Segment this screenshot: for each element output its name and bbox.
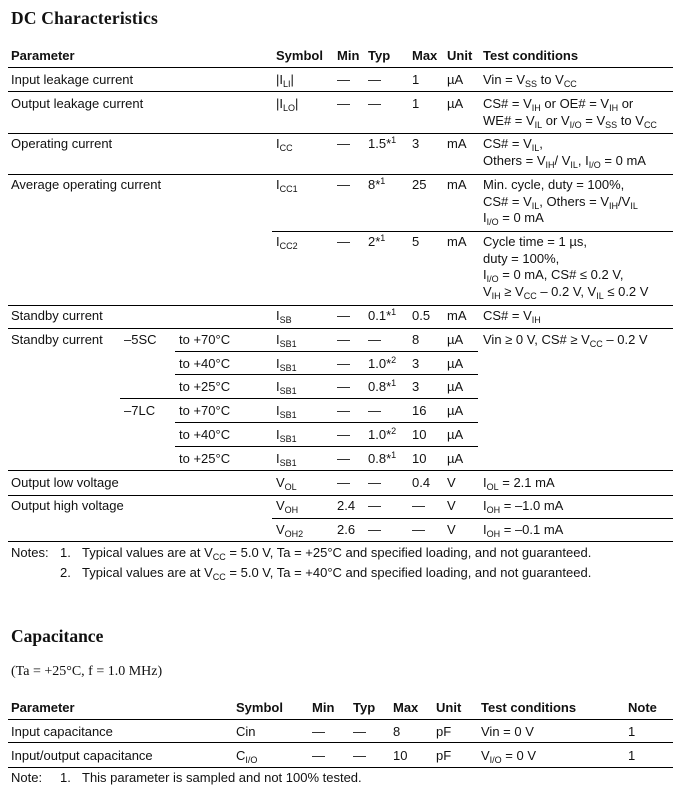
cap-row-test-condition: $V_{I/O} = 0$ V	[481, 748, 537, 765]
cap-row-min: —	[312, 724, 325, 739]
cap-header-min: Min	[312, 700, 335, 715]
row-rule	[8, 91, 673, 92]
standby-symbol: $I_{SB1}$	[276, 450, 297, 468]
row-symbol: $I_{CC1}$	[276, 177, 298, 194]
standby-row-rule	[175, 446, 478, 447]
capacitance-title: Capacitance	[11, 626, 104, 646]
standby-row-rule	[175, 351, 478, 352]
header-parameter: Parameter	[11, 48, 75, 63]
cap-header-symbol: Symbol	[236, 700, 283, 715]
cap-row-rule	[8, 742, 673, 743]
row-max: 1	[412, 72, 420, 87]
standby-parameter: Standby current	[11, 332, 103, 347]
row-test-condition: $I_{OH} = -0.1$ mA	[483, 522, 564, 539]
row-test-condition: $I_{I/O} = 0$ mA, CS# ≤ 0.2 V,	[483, 267, 624, 284]
row-test-condition: CS# = $V_{IL}$,	[483, 136, 543, 153]
row-max: —	[412, 522, 425, 537]
cap-header-max: Max	[393, 700, 419, 715]
row-max: 3	[412, 136, 420, 151]
cap-row-parameter: Input/output capacitance	[11, 748, 153, 763]
row-typ: 1.5*$^1$	[368, 135, 397, 151]
row-typ: 0.1*$^1$	[368, 307, 397, 323]
standby-typ: 0.8*$^1$	[368, 378, 397, 395]
standby-version: –5SC	[124, 332, 157, 347]
row-typ: —	[368, 498, 381, 513]
cap-row-max: 8	[393, 724, 401, 739]
row-unit: µA	[447, 96, 464, 111]
standby-row-rule	[175, 374, 478, 375]
row-min: 2.6	[337, 522, 356, 537]
cap-note-label: Note:	[11, 770, 43, 785]
row-max: 0.5	[412, 308, 431, 323]
row-unit: V	[447, 522, 456, 537]
standby-temperature: to +70°C	[179, 332, 231, 347]
row-unit: mA	[447, 234, 467, 249]
notes-label: Notes:	[11, 545, 49, 560]
cap-header-note: Note	[628, 700, 657, 715]
row-test-condition: $I_{OL} = 2.1$ mA	[483, 475, 555, 492]
cap-header-unit: Unit	[436, 700, 462, 715]
row-test-condition: Cycle time = 1 µs,	[483, 234, 587, 249]
row-parameter: Standby current	[11, 308, 103, 323]
row-max: —	[412, 498, 425, 513]
row-min: —	[337, 177, 350, 192]
standby-min: —	[337, 403, 350, 419]
row-parameter: Input leakage current	[11, 72, 134, 87]
row-symbol: $V_{OH2}$	[276, 522, 304, 539]
row-min: —	[337, 136, 350, 151]
row-unit: mA	[447, 308, 467, 323]
standby-min: —	[337, 450, 350, 466]
row-max: 25	[412, 177, 427, 192]
standby-symbol: $I_{SB1}$	[276, 332, 297, 349]
note-number: 1.	[60, 545, 71, 560]
row-symbol: $V_{OL}$	[276, 475, 297, 492]
standby-max: 8	[412, 332, 420, 347]
row-test-condition: duty = 100%,	[483, 250, 560, 266]
row-rule	[8, 541, 673, 542]
cap-row-note: 1	[628, 748, 636, 763]
row-parameter: Output leakage current	[11, 96, 144, 111]
cap-note-number: 1.	[60, 770, 71, 785]
row-symbol: $|I_{LO}|$	[276, 96, 299, 113]
cap-header-parameter: Parameter	[11, 700, 75, 715]
cap-row-unit: pF	[436, 748, 452, 763]
row-typ: —	[368, 475, 381, 490]
cap-row-typ: —	[353, 748, 366, 763]
row-min: —	[337, 475, 350, 490]
row-parameter: Average operating current	[11, 177, 162, 192]
standby-version: –7LC	[124, 403, 156, 419]
row-test-condition: CS# = $V_{IL}$, Others = $V_{IH}/V_{IL}$	[483, 193, 638, 211]
row-typ: —	[368, 96, 381, 111]
standby-temperature: to +40°C	[179, 426, 231, 442]
header-symbol: Symbol	[276, 48, 323, 63]
standby-min: —	[337, 355, 350, 371]
standby-max: 3	[412, 355, 420, 371]
row-test-condition: CS# = $V_{IH}$	[483, 308, 541, 325]
standby-min: —	[337, 332, 350, 347]
cap-header-test-conditions: Test conditions	[481, 700, 577, 715]
standby-temperature: to +25°C	[179, 450, 231, 466]
cap-row-parameter: Input capacitance	[11, 724, 113, 739]
row-parameter: Output low voltage	[11, 475, 119, 490]
row-rule	[272, 231, 673, 232]
cap-row-test-condition: Vin = 0 V	[481, 724, 534, 739]
header-test-conditions: Test conditions	[483, 48, 579, 63]
row-rule	[8, 495, 673, 496]
cap-row-note: 1	[628, 724, 636, 739]
cap-row-typ: —	[353, 724, 366, 739]
row-unit: V	[447, 475, 456, 490]
row-min: —	[337, 72, 350, 87]
row-max: 0.4	[412, 475, 431, 490]
header-max: Max	[412, 48, 438, 63]
standby-temperature: to +25°C	[179, 379, 231, 395]
row-typ: —	[368, 522, 381, 537]
standby-max: 3	[412, 379, 420, 395]
row-unit: µA	[447, 72, 464, 87]
row-parameter: Output high voltage	[11, 498, 124, 513]
standby-max: 10	[412, 426, 427, 442]
standby-symbol: $I_{SB1}$	[276, 355, 297, 373]
cap-header-typ: Typ	[353, 700, 376, 715]
row-test-condition: Others = $V_{IH}/$ $V_{IL}$, $I_{I/O} = 0$ mA	[483, 152, 646, 170]
dc-title: DC Characteristics	[11, 8, 158, 28]
cap-row-max: 10	[393, 748, 408, 763]
row-rule	[272, 518, 673, 519]
header-unit: Unit	[447, 48, 473, 63]
note-text: Typical values are at $V_{CC} = 5.0$ V, Ta = +40°C and specified loading, and not guaranteed.	[82, 565, 592, 582]
standby-unit: µA	[447, 403, 464, 419]
note-text: Typical values are at $V_{CC} = 5.0$ V, Ta = +25°C and specified loading, and not guaranteed.	[82, 545, 592, 562]
row-min: —	[337, 234, 350, 249]
standby-unit: µA	[447, 355, 464, 371]
standby-row-rule	[175, 422, 478, 423]
standby-test-condition: Vin ≥ 0 V, CS# ≥ $V_{CC} - 0.2$ V	[483, 332, 648, 349]
standby-symbol: $I_{SB1}$	[276, 403, 297, 421]
standby-max: 16	[412, 403, 427, 419]
standby-min: —	[337, 379, 350, 395]
standby-unit: µA	[447, 450, 464, 466]
row-unit: mA	[447, 177, 467, 192]
cap-row-unit: pF	[436, 724, 452, 739]
row-unit: mA	[447, 136, 467, 151]
standby-symbol: $I_{SB1}$	[276, 379, 297, 397]
row-max: 1	[412, 96, 420, 111]
row-test-condition: $V_{IH} \ge V_{CC} - 0.2$ V, $V_{IL} \le 0.2$ V	[483, 283, 649, 301]
row-typ: —	[368, 72, 381, 87]
row-symbol: $V_{OH}$	[276, 498, 299, 515]
cap-note-text: This parameter is sampled and not 100% tested.	[82, 770, 362, 785]
standby-typ: —	[368, 403, 381, 419]
standby-unit: µA	[447, 332, 464, 347]
standby-typ: 1.0*$^2$	[368, 425, 397, 442]
note-number: 2.	[60, 565, 71, 580]
row-test-condition: CS# = $V_{IH}$ or OE# = $V_{IH}$ or	[483, 96, 634, 113]
standby-unit: µA	[447, 379, 464, 395]
row-test-condition: $I_{I/O} = 0$ mA	[483, 210, 544, 227]
standby-typ: 0.8*$^1$	[368, 449, 397, 466]
row-min: —	[337, 96, 350, 111]
row-symbol: $I_{CC2}$	[276, 234, 298, 251]
row-symbol: $I_{SB}$	[276, 308, 292, 325]
row-test-condition: Min. cycle, duty = 100%,	[483, 177, 625, 192]
row-symbol: $I_{CC}$	[276, 136, 293, 153]
cap-header-rule	[8, 719, 673, 720]
row-rule	[8, 133, 673, 134]
row-typ: 2*$^1$	[368, 233, 386, 249]
cap-row-rule	[8, 767, 673, 768]
header-rule	[8, 67, 673, 68]
standby-min: —	[337, 426, 350, 442]
standby-temperature: to +70°C	[179, 403, 231, 419]
row-rule	[8, 174, 673, 175]
standby-max: 10	[412, 450, 427, 466]
row-max: 5	[412, 234, 420, 249]
capacitance-conditions: (Ta = +25°C, f = 1.0 MHz)	[11, 664, 163, 679]
row-rule	[8, 328, 673, 329]
standby-symbol: $I_{SB1}$	[276, 426, 297, 444]
row-test-condition: Vin = $V_{SS}$ to $V_{CC}$	[483, 72, 577, 89]
row-parameter: Operating current	[11, 136, 113, 151]
standby-unit: µA	[447, 426, 464, 442]
row-test-condition: $I_{OH} = -1.0$ mA	[483, 498, 564, 515]
cap-row-min: —	[312, 748, 325, 763]
standby-typ: 1.0*$^2$	[368, 354, 397, 371]
row-rule	[8, 305, 673, 306]
header-typ: Typ	[368, 48, 391, 63]
standby-temperature: to +40°C	[179, 355, 231, 371]
row-test-condition: WE# = $V_{IL}$ or $V_{I/O} = V_{SS}$ to $V_{CC}$	[483, 112, 657, 130]
row-min: 2.4	[337, 498, 356, 513]
standby-row-rule	[120, 398, 478, 399]
row-min: —	[337, 308, 350, 323]
standby-typ: —	[368, 332, 381, 347]
cap-row-symbol: $C_{I/O}$	[236, 748, 258, 765]
standby-end-rule	[8, 470, 673, 471]
row-typ: 8*$^1$	[368, 176, 386, 192]
row-symbol: $|I_{LI}|$	[276, 72, 294, 89]
header-min: Min	[337, 48, 360, 63]
row-unit: V	[447, 498, 456, 513]
cap-row-symbol: Cin	[236, 724, 256, 739]
